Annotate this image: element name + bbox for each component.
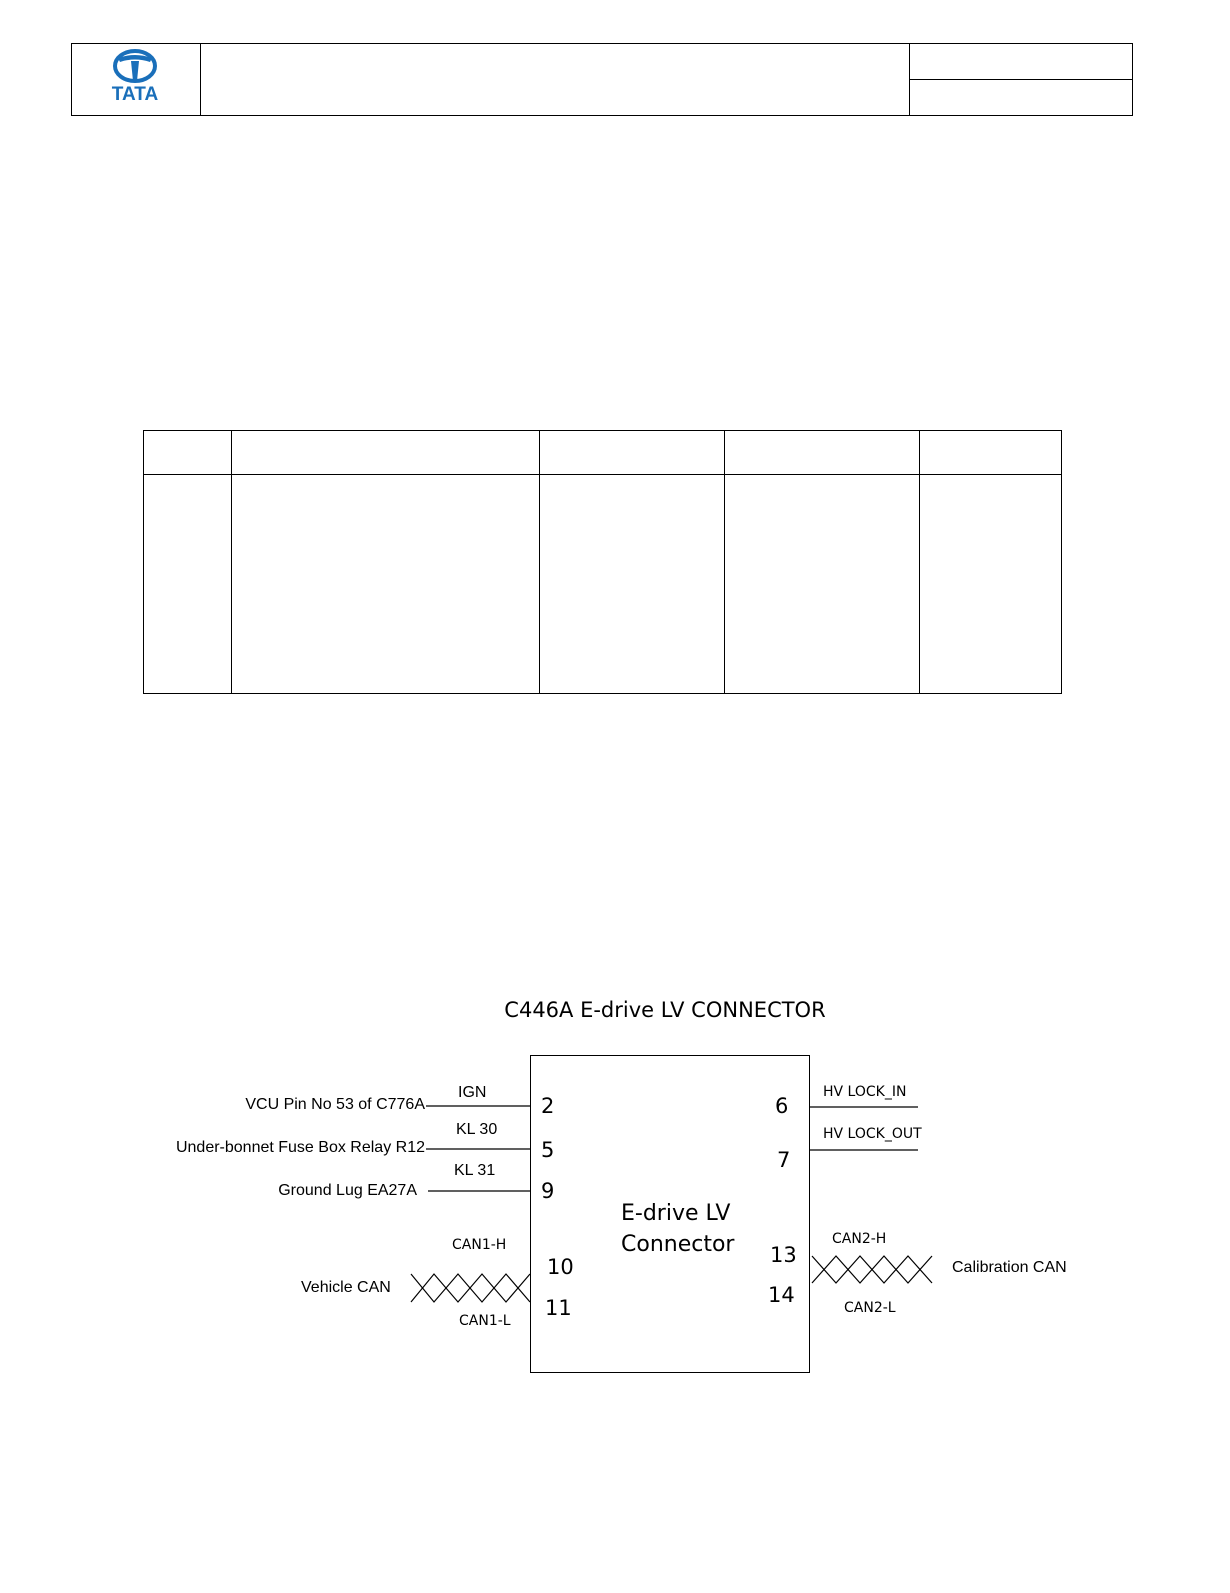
pin-10: 10 bbox=[547, 1255, 574, 1279]
connector-label-line2: Connector bbox=[621, 1232, 735, 1257]
twisted-pair-vehicle-can bbox=[411, 1274, 530, 1302]
connector-label-line1: E-drive LV bbox=[621, 1201, 731, 1226]
pin-13: 13 bbox=[770, 1243, 797, 1267]
diagram-title: C446A E-drive LV CONNECTOR bbox=[504, 998, 826, 1022]
tata-logo-text: TATA bbox=[111, 84, 159, 105]
pin-2: 2 bbox=[541, 1094, 555, 1118]
pin-14: 14 bbox=[768, 1283, 795, 1307]
signal-can2-l: CAN2-L bbox=[844, 1300, 896, 1316]
source-fuse-box-relay: Under-bonnet Fuse Box Relay R12 bbox=[175, 1139, 425, 1156]
pin-9: 9 bbox=[541, 1179, 555, 1203]
signal-ign: IGN bbox=[458, 1084, 487, 1101]
vehicle-can-label: Vehicle CAN bbox=[301, 1279, 391, 1296]
signal-hv-lock-in: HV LOCK_IN bbox=[823, 1084, 907, 1100]
calibration-can-label: Calibration CAN bbox=[952, 1259, 1067, 1276]
pin-6: 6 bbox=[775, 1094, 789, 1118]
pin-5: 5 bbox=[541, 1138, 555, 1162]
signal-hv-lock-out: HV LOCK_OUT bbox=[823, 1126, 922, 1142]
signal-can1-h: CAN1-H bbox=[452, 1237, 507, 1253]
signal-kl30: KL 30 bbox=[456, 1121, 498, 1138]
pin-7: 7 bbox=[777, 1148, 791, 1172]
signal-can2-h: CAN2-H bbox=[832, 1231, 887, 1247]
source-vcu-pin: VCU Pin No 53 of C776A bbox=[245, 1096, 425, 1113]
source-ground-lug: Ground Lug EA27A bbox=[278, 1182, 417, 1199]
twisted-pair-calibration-can bbox=[812, 1256, 932, 1283]
pin-11: 11 bbox=[545, 1296, 572, 1320]
signal-kl31: KL 31 bbox=[454, 1162, 496, 1179]
signal-can1-l: CAN1-L bbox=[459, 1313, 511, 1329]
